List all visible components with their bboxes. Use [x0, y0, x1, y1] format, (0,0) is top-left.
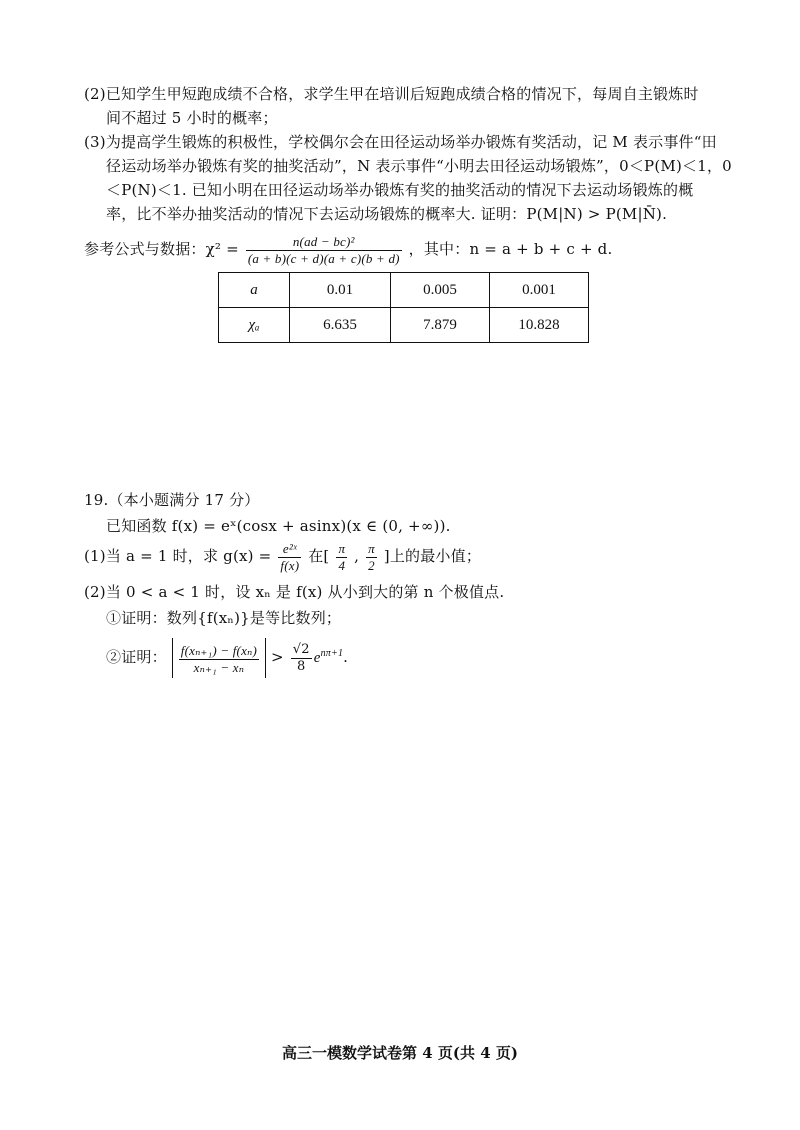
table-cell: 0.01 — [290, 273, 391, 308]
greater-than: > — [271, 648, 284, 666]
difference-quotient — [179, 643, 259, 676]
lower-denominator: 4 — [338, 557, 346, 573]
formula-denominator: (a + b)(c + d)(a + c)(b + d) — [247, 250, 400, 266]
part1-suffix: ]上的最小值； — [383, 547, 482, 565]
formula-numerator: n(ad − bc)² — [246, 234, 402, 251]
p18-part3-line3: ＜P(N)＜1. 已知小明在田径运动场举办锻炼有奖的抽奖活动的情况下去运动场锻炼的概 — [106, 181, 694, 199]
table-cell: 7.879 — [391, 308, 490, 343]
lower-numerator: π — [338, 540, 346, 556]
interval-upper — [366, 541, 377, 574]
upper-numerator: π — [368, 540, 375, 556]
g-fraction — [278, 541, 301, 574]
p19-given: 已知函数 f(x) = eˣ(cosx + asinx)(x ∈ (0, +∞)). — [106, 517, 451, 535]
absolute-value — [172, 638, 266, 678]
table-cell: 6.635 — [290, 308, 391, 343]
page-footer: 高三一模数学试卷第 4 页(共 4 页) — [282, 1044, 518, 1062]
formula-prefix: 参考公式与数据：χ² = — [84, 240, 239, 258]
p18-part3-line2: 径运动场举办锻炼有奖的抽奖活动”，N 表示事件“小明去田径运动场锻炼”，0＜P(M)＜1，0 — [106, 157, 732, 175]
table-cell: 10.828 — [490, 308, 589, 343]
table-cell: χₐ — [219, 308, 290, 343]
sub2-end: . — [343, 648, 349, 666]
formula-suffix: ，其中：n = a + b + c + d. — [408, 240, 613, 258]
p19-part2: (2)当 0 < a < 1 时，设 xₙ 是 f(x) 从小到大的第 n 个极值点. — [84, 583, 505, 601]
table-cell: 0.005 — [391, 273, 490, 308]
rhs-exponent: nπ+1 — [320, 648, 344, 659]
rhs-denominator: 8 — [297, 658, 306, 674]
g-denominator: f(x) — [280, 557, 300, 573]
p19-title: 19.（本小题满分 17 分） — [84, 491, 260, 509]
dq-denominator: xₙ₊₁ − xₙ — [193, 659, 245, 675]
p18-part3-line4: 率，比不举办抽奖活动的情况下去运动场锻炼的概率大. 证明：P(M|N) > P(M|N̄). — [106, 205, 668, 223]
p18-part2-line2: 间不超过 5 小时的概率； — [106, 109, 278, 127]
table-cell: 0.001 — [490, 273, 589, 308]
sub2-prefix: ②证明： — [106, 648, 167, 666]
critical-value-table — [218, 272, 589, 343]
p19-sub1: ①证明：数列{f(xₙ)}是等比数列； — [106, 609, 342, 627]
rhs-exp-base: e — [313, 650, 321, 666]
upper-denominator: 2 — [368, 557, 375, 573]
p18-part2-line1: (2)已知学生甲短跑成绩不合格，求学生甲在培训后短跑成绩合格的情况下，每周自主锻炼时 — [84, 85, 699, 103]
table-row — [219, 273, 589, 308]
dq-numerator: f(xₙ₊₁) − f(xₙ) — [180, 642, 258, 658]
interval-lower — [336, 541, 347, 574]
table-cell: a — [219, 273, 290, 308]
g-numerator: e²ˣ — [278, 541, 301, 558]
table-row — [219, 308, 589, 343]
reference-formula — [84, 232, 612, 267]
p19-part1 — [84, 538, 481, 574]
interval-open: 在[ — [308, 547, 330, 565]
chi-square-fraction — [246, 234, 402, 267]
rhs-numerator: √2 — [292, 641, 310, 657]
rhs-fraction — [291, 642, 312, 675]
p18-part3-line1: (3)为提高学生锻炼的积极性，学校偶尔会在田径运动场举办锻炼有奖活动，记 M 表示事件“田 — [84, 133, 717, 151]
part1-prefix: (1)当 a = 1 时，求 g(x) = — [84, 547, 272, 565]
interval-sep: , — [354, 547, 360, 565]
p19-sub2 — [106, 634, 348, 678]
